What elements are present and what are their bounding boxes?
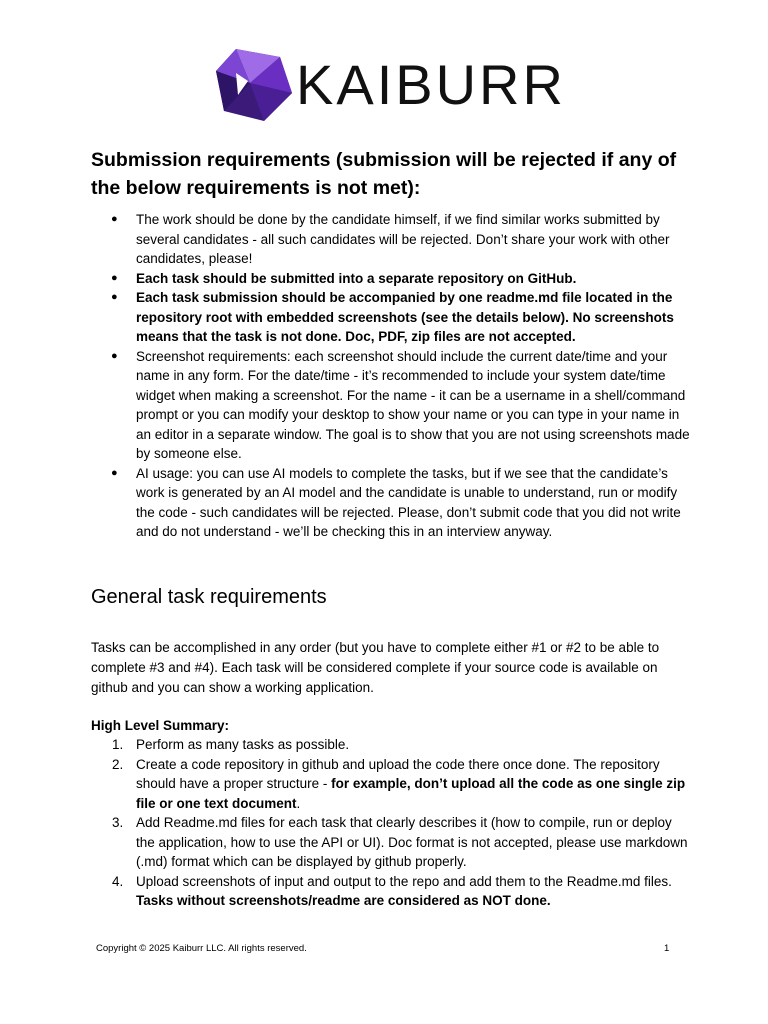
high-level-summary-heading: High Level Summary: xyxy=(91,718,230,733)
kaiburr-logo xyxy=(214,46,566,124)
list-number: 1. xyxy=(112,737,124,752)
list-item xyxy=(91,269,691,289)
requirement-text: Each task should be submitted into a separate repository on GitHub. xyxy=(136,270,577,286)
general-task-requirements-heading: General task requirements xyxy=(91,586,327,608)
requirements-list xyxy=(91,210,691,542)
summary-bold-text: Tasks without screenshots/readme are considered as NOT done. xyxy=(136,893,551,908)
footer-copyright: Copyright © 2025 Kaiburr LLC. All rights reserved. xyxy=(96,943,307,954)
list-item xyxy=(91,813,691,872)
list-item xyxy=(91,755,691,814)
summary-bold-text: for example, don’t upload all the code as one single zip file or one text document xyxy=(136,776,686,811)
list-item xyxy=(91,288,691,347)
requirement-text: Each task submission should be accompanied by one readme.md file located in the repository root with embedded screenshots (see the details below). No screenshots means that the task is not done. Doc, PDF, zip files are not accepted. xyxy=(136,290,674,344)
requirement-text: AI usage: you can use AI models to complete the tasks, but if we see that the candidate’s work is generated by an AI model and the candidate is unable to understand, run or modify the code - such candidates will be rejected. Please, don’t submit code that you did not write and do not understand - we’ll be checking this in an interview anyway. xyxy=(136,465,681,539)
requirement-text: Screenshot requirements: each screenshot should include the current date/time and your name in any form. For the date/time - it’s recommended to include your system date/time widget when making a screenshot. For the name - it can be a username in a shell/command prompt or you can modify your desktop to show your name or you can type in your name in an editor in a separate window. The goal is to show that you are not using screenshots made by someone else. xyxy=(136,348,690,461)
general-intro-paragraph: Tasks can be accomplished in any order (but you have to complete either #1 or #2 to be able to complete #3 and #4). Each task will be considered complete if your source code is available on github and you can show a working application. xyxy=(91,640,660,695)
page-number: 1 xyxy=(664,943,670,954)
list-item xyxy=(91,464,691,542)
summary-text: Add Readme.md files for each task that clearly describes it (how to compile, run or deploy the application, how to use the API or UI). Doc format is not accepted, please use markdown (.md) format which can be displayed by github properly. xyxy=(136,815,688,869)
requirement-text: The work should be done by the candidate himself, if we find similar works submitted by several candidates - all such candidates will be rejected. Don’t share your work with other candidates, please! xyxy=(136,212,670,266)
summary-text: Upload screenshots of input and output to the repo and add them to the Readme.md files. xyxy=(136,873,672,889)
summary-text: Create a code repository in github and upload the code there once done. The repository should have a proper structure - xyxy=(136,756,660,791)
kaiburr-hexagon-logo-icon xyxy=(214,47,294,123)
list-item xyxy=(91,872,691,911)
list-number: 3. xyxy=(112,815,124,830)
list-item xyxy=(91,347,691,464)
list-number: 2. xyxy=(112,756,124,772)
list-item xyxy=(91,735,691,755)
summary-tail-text: . xyxy=(296,795,301,811)
submission-requirements-heading: Submission requirements (submission will be rejected if any of the below requirements is not met): xyxy=(91,149,677,199)
list-number: 4. xyxy=(112,873,124,889)
brand-wordmark: KAIBURR xyxy=(296,53,566,116)
summary-text: Perform as many tasks as possible. xyxy=(136,737,350,752)
list-item xyxy=(91,210,691,269)
summary-list xyxy=(91,735,691,911)
